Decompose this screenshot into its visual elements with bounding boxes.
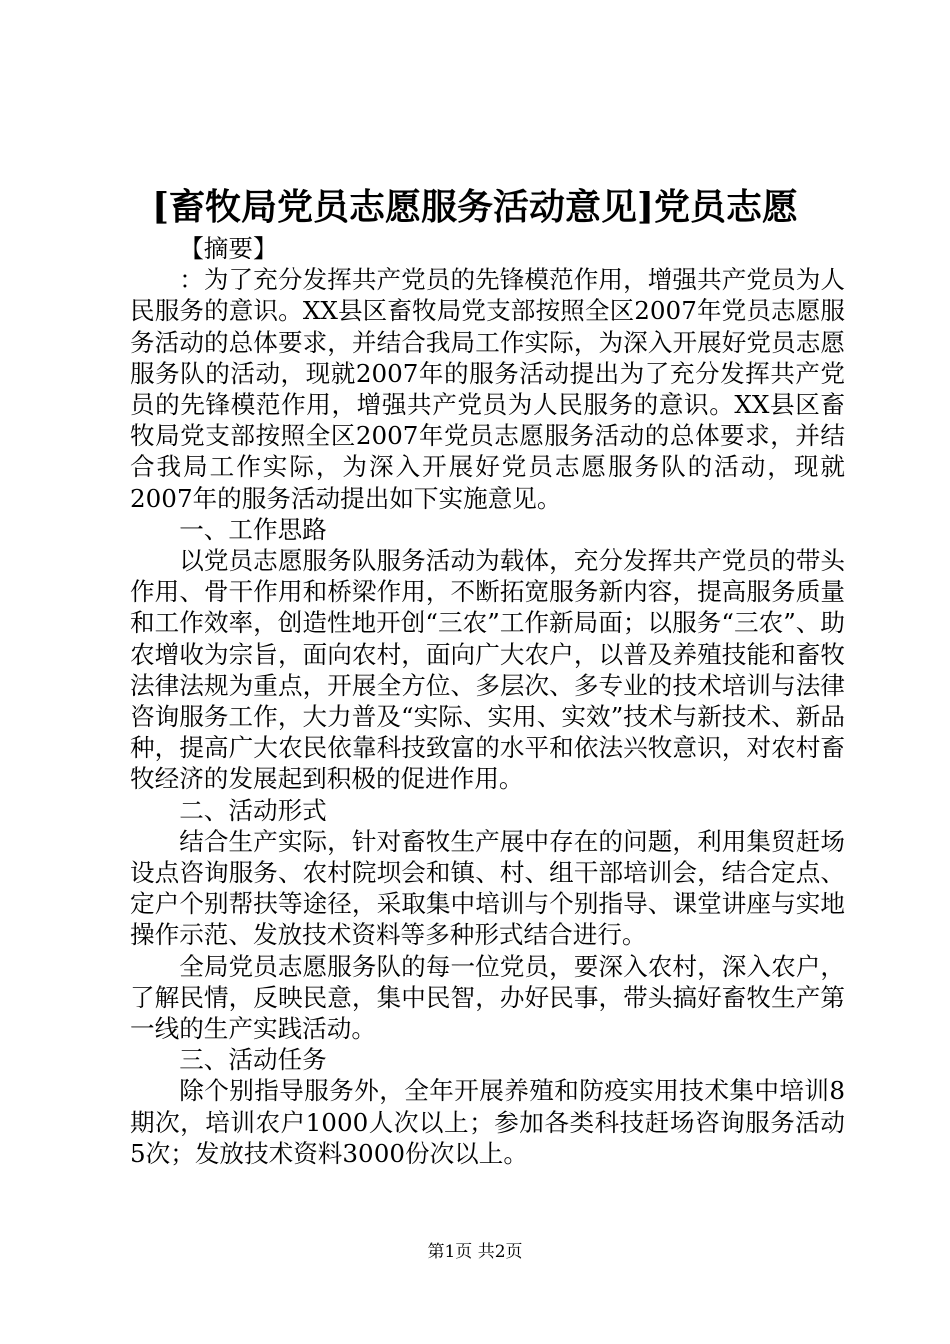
section-heading-activity-form: 二、活动形式 xyxy=(179,795,327,825)
paragraph-work-approach: 以党员志愿服务队服务活动为载体，充分发挥共产党员的带头作用、骨干作用和桥梁作用，不断拓宽服务新内容，提高服务质量和工作效率，创造性地开创“三农”工作新局面；以服务“三农”、助农增收为宗旨，面向农村，面向广大农户，以普及养殖技能和畜牧法律法规为重点，开展全方位、多层次、多专业的技术培训与法律咨询服务工作，大力普及“实际、实用、实效”技术与新技术、新品种，提高广大农民依靠科技致富的水平和依法兴牧意识，对农村畜牧经济的发展起到积极的促进作用。 xyxy=(130,546,845,794)
document-title: [畜牧局党员志愿服务活动意见]党员志愿 xyxy=(151,186,799,228)
abstract-paragraph: ：为了充分发挥共产党员的先锋模范作用，增强共产党员为人民服务的意识。XX县区畜牧局党支部按照全区2007年党员志愿服务活动的总体要求，并结合我局工作实际，为深入开展好党员志愿服务队的活动，现就2007年的服务活动提出为了充分发挥共产党员的先锋模范作用，增强共产党员为人民服务的意识。XX县区畜牧局党支部按照全区2007年党员志愿服务活动的总体要求，并结合我局工作实际，为深入开展好党员志愿服务队的活动，现就2007年的服务活动提出如下实施意见。 xyxy=(130,265,845,513)
paragraph-activity-form: 结合生产实际，针对畜牧生产展中存在的问题，利用集贸赶场设点咨询服务、农村院坝会和镇、村、组干部培训会，结合定点、定户个别帮扶等途径，采取集中培训与个别指导、课堂讲座与实地操作示范、发放技术资料等多种形式结合进行。 xyxy=(130,826,845,950)
document-body xyxy=(130,233,845,1169)
section-heading-work-approach: 一、工作思路 xyxy=(179,514,327,544)
page-number-footer: 第1页 共2页 xyxy=(427,1242,523,1262)
paragraph-party-members: 全局党员志愿服务队的每一位党员，要深入农村，深入农户，了解民情，反映民意，集中民智，办好民事，带头搞好畜牧生产第一线的生产实践活动。 xyxy=(130,951,845,1044)
paragraph-activity-tasks: 除个别指导服务外，全年开展养殖和防疫实用技术集中培训8期次，培训农户1000人次以上；参加各类科技赶场咨询服务活动5次；发放技术资料3000份次以上。 xyxy=(130,1076,845,1168)
section-heading-activity-tasks: 三、活动任务 xyxy=(179,1045,327,1075)
abstract-label: 【摘要】 xyxy=(179,234,278,263)
